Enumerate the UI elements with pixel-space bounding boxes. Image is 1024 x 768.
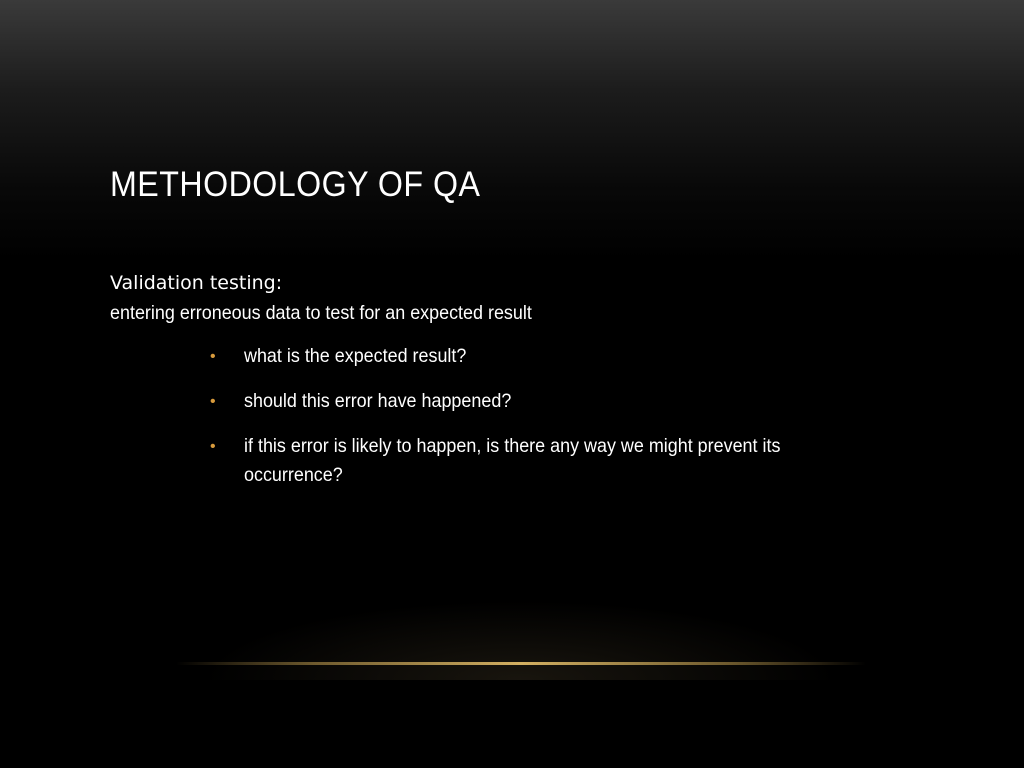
bullet-text: should this error have happened?: [244, 390, 512, 412]
bullet-icon: •: [210, 348, 216, 365]
bullet-text: if this error is likely to happen, is there any way we might prevent its occurrence?: [244, 435, 781, 486]
subheading: Validation testing:: [110, 272, 283, 294]
bullet-item: [210, 432, 850, 490]
bullet-list: [210, 342, 850, 506]
bullet-item: [210, 387, 850, 416]
bullet-icon: •: [210, 438, 216, 455]
slide-title: METHODOLOGY OF QA: [110, 165, 481, 204]
bullet-text: what is the expected result?: [244, 345, 467, 367]
decorative-gold-line: [176, 662, 866, 665]
description: entering erroneous data to test for an expected result: [110, 302, 532, 324]
bullet-item: [210, 342, 850, 371]
bullet-icon: •: [210, 393, 216, 410]
bottom-glow: [200, 600, 840, 680]
